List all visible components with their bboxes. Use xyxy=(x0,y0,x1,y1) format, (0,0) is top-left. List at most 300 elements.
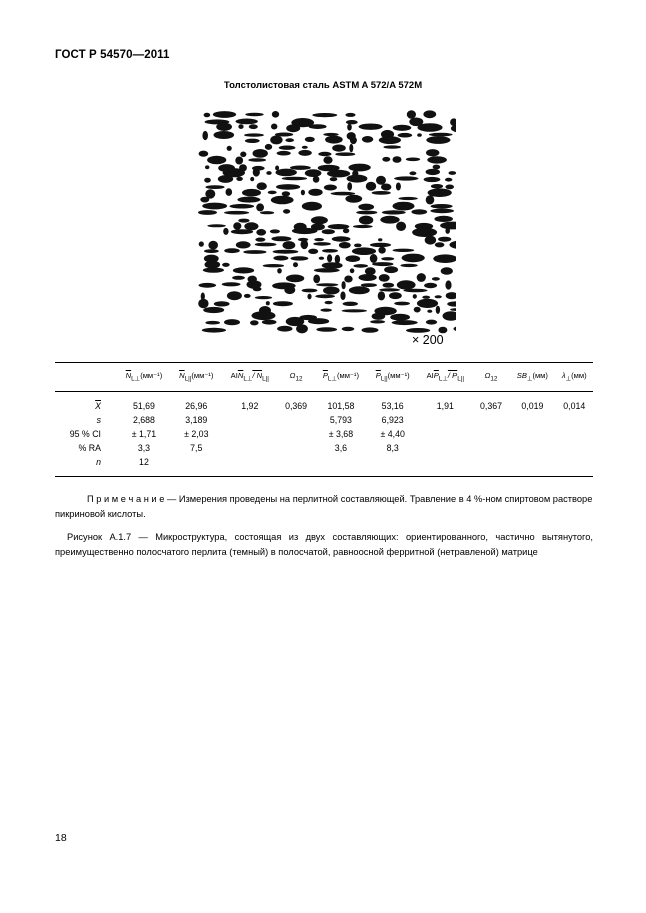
pearlite-band xyxy=(426,149,439,156)
pearlite-band xyxy=(372,262,393,266)
pearlite-band xyxy=(426,195,435,204)
pearlite-band xyxy=(255,296,272,299)
pearlite-band xyxy=(283,241,296,249)
table-cell: 7,5 xyxy=(190,442,203,453)
pearlite-band xyxy=(379,136,401,144)
table-cell xyxy=(473,413,509,427)
pearlite-band xyxy=(325,301,333,304)
pearlite-band xyxy=(378,247,385,254)
pearlite-band xyxy=(236,241,251,248)
pearlite-band xyxy=(324,185,337,191)
pearlite-band xyxy=(301,190,305,196)
pearlite-band xyxy=(290,166,311,170)
pearlite-band xyxy=(361,283,377,287)
pearlite-band xyxy=(222,263,230,267)
pearlite-band xyxy=(279,146,296,150)
pearlite-band xyxy=(273,301,293,306)
pearlite-band xyxy=(253,168,260,177)
table-cell xyxy=(222,441,278,455)
table-cell: ± 4,40 xyxy=(380,428,405,439)
header-subscript: ⊥ xyxy=(565,375,572,383)
header-unit: (мм⁻¹) xyxy=(140,371,163,380)
pearlite-band xyxy=(394,302,410,306)
header-subscript: 12 xyxy=(295,375,303,383)
pearlite-band xyxy=(409,171,416,175)
pearlite-band xyxy=(231,229,253,234)
pearlite-band xyxy=(323,156,332,164)
pearlite-band xyxy=(202,203,227,210)
table-cell: ± 3,68 xyxy=(328,428,354,439)
header-prefix: AI xyxy=(230,371,238,380)
pearlite-band xyxy=(349,144,353,152)
note xyxy=(55,492,593,522)
pearlite-band xyxy=(390,314,410,321)
pearlite-band xyxy=(347,124,352,131)
pearlite-band xyxy=(407,110,416,119)
pearlite-band xyxy=(271,236,291,241)
pearlite-band xyxy=(349,286,370,294)
pearlite-band xyxy=(417,133,422,136)
pearlite-band xyxy=(270,135,282,144)
micrograph-image xyxy=(198,110,456,334)
pearlite-band xyxy=(348,164,370,172)
header-subscript: ⊥ xyxy=(526,375,533,383)
header-symbol: $\overline{N}$ xyxy=(179,371,185,380)
pearlite-band xyxy=(381,184,391,191)
pearlite-band xyxy=(398,197,417,200)
table-cell xyxy=(509,441,555,455)
pearlite-band xyxy=(276,184,300,190)
pearlite-band xyxy=(347,182,352,190)
pearlite-band xyxy=(431,204,453,209)
pearlite-band xyxy=(335,152,355,156)
pearlite-band xyxy=(344,276,352,283)
pearlite-band xyxy=(236,177,243,181)
header-unit-subscript: L|| xyxy=(457,375,465,383)
pearlite-band xyxy=(236,119,258,125)
table-cell xyxy=(509,413,555,427)
table-cell xyxy=(556,455,593,477)
pearlite-band xyxy=(277,151,291,156)
pearlite-band xyxy=(242,189,261,197)
pearlite-band xyxy=(305,137,315,142)
pearlite-band xyxy=(372,313,386,320)
pearlite-band xyxy=(382,157,390,162)
pearlite-band xyxy=(400,264,417,267)
pearlite-band xyxy=(207,156,226,165)
pearlite-band xyxy=(204,113,211,118)
pearlite-band xyxy=(383,145,401,148)
pearlite-band xyxy=(427,310,432,313)
pearlite-band xyxy=(426,320,437,325)
pearlite-band xyxy=(276,169,297,177)
pearlite-band xyxy=(232,276,245,280)
pearlite-band xyxy=(257,182,267,190)
column-header xyxy=(278,363,314,392)
table-cell: 51,69 xyxy=(132,400,155,411)
pearlite-band xyxy=(205,185,224,189)
table-cell xyxy=(222,455,278,477)
pearlite-band xyxy=(227,291,242,300)
pearlite-band xyxy=(449,171,457,175)
header-symbol: $\overline{N}$ xyxy=(237,371,244,380)
table-row xyxy=(55,413,593,427)
pearlite-band xyxy=(298,150,311,156)
pearlite-band xyxy=(320,309,332,312)
pearlite-band xyxy=(313,176,320,183)
pearlite-band xyxy=(238,219,249,223)
pearlite-band xyxy=(431,184,443,189)
pearlite-band xyxy=(224,319,240,325)
pearlite-band xyxy=(314,238,324,241)
pearlite-band xyxy=(353,225,373,228)
pearlite-band xyxy=(245,113,263,116)
pearlite-band xyxy=(332,236,351,241)
pearlite-band xyxy=(435,295,442,298)
pearlite-band xyxy=(313,242,331,246)
table-cell: 3,3 xyxy=(137,442,151,453)
pearlite-band xyxy=(359,274,377,281)
pearlite-band xyxy=(255,238,265,242)
pearlite-band xyxy=(253,149,268,158)
pearlite-band xyxy=(441,267,453,275)
pearlite-band xyxy=(323,287,340,295)
pearlite-band xyxy=(319,257,324,260)
pearlite-band xyxy=(272,111,279,118)
header-unit: / N xyxy=(252,371,263,380)
pearlite-band xyxy=(273,250,299,254)
pearlite-band xyxy=(345,255,360,262)
pearlite-band xyxy=(417,273,426,282)
pearlite-band xyxy=(286,275,304,283)
pearlite-band xyxy=(346,120,358,124)
pearlite-band xyxy=(277,268,282,273)
pearlite-band xyxy=(413,294,417,299)
header-unit: / P xyxy=(447,371,458,380)
header-subscript: L|| xyxy=(380,375,388,383)
header-unit: (мм) xyxy=(571,371,587,380)
pearlite-band xyxy=(286,124,300,132)
pearlite-band xyxy=(202,328,226,333)
table-cell xyxy=(556,441,593,455)
pearlite-band xyxy=(205,321,220,325)
pearlite-band xyxy=(256,203,264,211)
pearlite-band xyxy=(198,210,217,215)
column-header xyxy=(556,363,593,392)
pearlite-band xyxy=(327,254,332,262)
pearlite-band xyxy=(271,124,277,130)
pearlite-band xyxy=(430,209,454,214)
pearlite-band xyxy=(362,327,379,332)
pearlite-band xyxy=(233,267,254,273)
pearlite-band xyxy=(322,262,343,269)
header-subscript: L|| xyxy=(184,375,192,383)
pearlite-band xyxy=(438,237,451,242)
pearlite-band xyxy=(222,282,241,286)
pearlite-band xyxy=(271,196,294,205)
table-cell: 5,793 xyxy=(329,414,352,425)
header-symbol: λ xyxy=(561,371,566,380)
pearlite-band xyxy=(402,254,425,263)
table-cell xyxy=(473,441,509,455)
header-symbol: $\overline{N}$ xyxy=(125,371,132,380)
pearlite-band xyxy=(370,320,385,323)
table-cell: 26,96 xyxy=(185,400,208,411)
pearlite-band xyxy=(204,249,219,253)
document-header: ГОСТ Р 54570—2011 xyxy=(55,49,170,61)
pearlite-band xyxy=(366,182,376,191)
table-row xyxy=(55,455,593,477)
pearlite-band xyxy=(318,152,331,156)
header-subscript: L⊥ xyxy=(327,375,337,383)
pearlite-band xyxy=(200,197,209,203)
pearlite-band xyxy=(230,204,255,209)
pearlite-band xyxy=(350,137,357,145)
pearlite-band xyxy=(414,307,421,313)
table-cell: 0,367 xyxy=(480,400,503,411)
pearlite-band xyxy=(331,192,356,196)
pearlite-band xyxy=(301,240,309,249)
pearlite-band xyxy=(322,229,335,234)
pearlite-band xyxy=(260,211,274,214)
pearlite-band xyxy=(429,133,453,137)
pearlite-band xyxy=(263,264,284,267)
pearlite-band xyxy=(208,241,218,250)
pearlite-band xyxy=(199,241,204,246)
pearlite-band xyxy=(397,280,416,289)
pearlite-band xyxy=(275,166,279,171)
pearlite-band xyxy=(330,177,338,181)
pearlite-band xyxy=(425,236,436,245)
pearlite-band xyxy=(214,301,230,306)
table-cell: 0,014 xyxy=(563,400,586,411)
pearlite-band xyxy=(394,176,418,180)
pearlite-band xyxy=(202,131,208,140)
pearlite-band xyxy=(411,209,427,214)
pearlite-band xyxy=(302,202,322,211)
pearlite-band xyxy=(340,291,345,300)
pearlite-band xyxy=(389,292,402,299)
pearlite-band xyxy=(359,216,373,225)
pearlite-band xyxy=(343,302,358,306)
pearlite-band xyxy=(412,228,437,237)
pearlite-band xyxy=(445,185,454,190)
pearlite-band xyxy=(445,178,452,182)
column-header xyxy=(368,363,418,392)
header-symbol: SB xyxy=(516,371,527,380)
pearlite-band xyxy=(403,289,427,292)
pearlite-band xyxy=(342,281,346,289)
table-cell xyxy=(278,441,314,455)
pearlite-band xyxy=(266,171,271,175)
pearlite-band xyxy=(398,133,413,138)
pearlite-band xyxy=(253,287,262,292)
pearlite-band xyxy=(244,294,251,298)
header-unit: (мм⁻¹) xyxy=(336,371,359,380)
row-label: 95 % CI xyxy=(69,428,101,439)
pearlite-band xyxy=(316,283,338,286)
pearlite-band xyxy=(235,157,243,165)
pearlite-band xyxy=(433,165,441,170)
pearlite-band xyxy=(307,294,311,300)
pearlite-band xyxy=(376,176,386,185)
pearlite-band xyxy=(199,283,217,288)
pearlite-band xyxy=(252,311,276,320)
table-cell xyxy=(473,427,509,441)
pearlite-band xyxy=(233,222,241,230)
pearlite-band xyxy=(445,228,450,234)
pearlite-band xyxy=(268,191,277,195)
pearlite-band xyxy=(384,266,398,273)
pearlite-band xyxy=(381,257,394,260)
pearlite-band xyxy=(250,177,254,181)
pearlite-band xyxy=(255,243,277,247)
table-cell: 2,688 xyxy=(132,414,155,425)
pearlite-band xyxy=(238,124,243,129)
column-header xyxy=(222,363,278,392)
row-label: n xyxy=(55,455,117,477)
pearlite-band xyxy=(359,124,383,130)
pearlite-band xyxy=(311,216,328,224)
pearlite-band xyxy=(432,277,440,281)
figure-title: Толстолистовая сталь ASTM A 572/A 572M xyxy=(223,80,423,91)
pearlite-band xyxy=(249,124,258,129)
table-cell xyxy=(278,413,314,427)
figure-caption xyxy=(55,530,593,560)
pearlite-band xyxy=(227,146,232,151)
table-row xyxy=(55,391,593,413)
row-label: % RA xyxy=(78,442,101,453)
pearlite-band xyxy=(199,151,209,157)
pearlite-band xyxy=(283,209,290,214)
pearlite-band xyxy=(315,294,335,298)
pearlite-band xyxy=(396,183,401,191)
pearlite-band xyxy=(422,296,430,299)
pearlite-band xyxy=(342,327,355,331)
table-cell xyxy=(314,455,367,477)
pearlite-band xyxy=(313,275,320,284)
table-cell xyxy=(509,455,555,477)
pearlite-band xyxy=(343,228,349,233)
pearlite-band xyxy=(323,133,338,136)
pearlite-band xyxy=(205,261,221,269)
pearlite-band xyxy=(393,156,402,163)
pearlite-band xyxy=(392,320,418,325)
pearlite-band xyxy=(266,301,270,305)
pearlite-band xyxy=(350,268,355,273)
pearlite-band xyxy=(378,291,385,300)
table-cell xyxy=(473,455,509,477)
pearlite-band xyxy=(356,211,377,215)
table-cell xyxy=(556,427,593,441)
pearlite-band xyxy=(426,169,440,175)
pearlite-band xyxy=(240,152,246,158)
pearlite-band xyxy=(226,188,233,196)
pearlite-band xyxy=(393,202,415,211)
pearlite-band xyxy=(314,268,340,272)
pearlite-band xyxy=(358,204,374,211)
page-number: 18 xyxy=(55,832,67,844)
pearlite-band xyxy=(365,267,376,275)
pearlite-band xyxy=(354,244,362,248)
pearlite-band xyxy=(277,326,292,332)
header-unit: (мм⁻¹) xyxy=(191,371,214,380)
header-symbol: $\overline{P}$ xyxy=(375,371,381,380)
row-label-header xyxy=(55,363,117,392)
header-unit: (мм⁻¹) xyxy=(387,371,410,380)
table-row xyxy=(55,441,593,455)
table-cell xyxy=(509,427,555,441)
pearlite-band xyxy=(302,146,308,149)
pearlite-band xyxy=(435,242,445,247)
table-cell: 6,923 xyxy=(381,414,404,425)
pearlite-band xyxy=(316,327,337,332)
pearlite-band xyxy=(250,320,259,325)
header-symbol: Ω xyxy=(289,371,296,380)
pearlite-band xyxy=(345,113,355,117)
pearlite-band xyxy=(382,210,406,214)
pearlite-band xyxy=(379,288,400,291)
pearlite-band xyxy=(424,283,437,288)
row-label: s xyxy=(96,414,101,425)
pearlite-band xyxy=(204,178,211,183)
header-symbol: Ω xyxy=(484,371,491,380)
pearlite-band xyxy=(383,283,395,288)
note-text: — Измерения проведены на перлитной составляющей. Травление в 4 %-ном спиртовом растворе пикриновой кислоты. xyxy=(55,494,593,519)
pearlite-band xyxy=(262,320,277,325)
pearlite-band xyxy=(309,124,327,129)
header-subscript: L⊥ xyxy=(438,375,448,383)
pearlite-band xyxy=(308,249,318,254)
header-symbol: $\overline{P}$ xyxy=(322,371,328,380)
pearlite-band xyxy=(218,175,233,183)
pearlite-band xyxy=(362,136,373,143)
pearlite-band xyxy=(224,248,240,253)
pearlite-band xyxy=(308,318,329,324)
column-header xyxy=(509,363,555,392)
pearlite-band xyxy=(290,256,308,260)
pearlite-band xyxy=(305,169,322,177)
pearlite-band xyxy=(244,222,258,230)
pearlite-band xyxy=(245,139,260,143)
pearlite-band xyxy=(237,197,260,203)
pearlite-band xyxy=(213,111,236,118)
header-subscript: L⊥ xyxy=(243,375,253,383)
header-symbol: $\overline{P}$ xyxy=(433,371,439,380)
header-subscript: L⊥ xyxy=(131,375,141,383)
table-cell xyxy=(278,455,314,477)
pearlite-band xyxy=(427,156,447,163)
pearlite-band xyxy=(203,268,224,273)
pearlite-band xyxy=(332,145,346,152)
table-cell: ± 1,71 xyxy=(131,428,157,439)
pearlite-band xyxy=(339,242,351,248)
pearlite-band xyxy=(372,191,391,195)
note-label: П р и м е ч а н и е xyxy=(87,494,165,504)
pearlite-band xyxy=(327,170,350,178)
pearlite-band xyxy=(379,274,390,282)
table-cell xyxy=(222,413,278,427)
column-header xyxy=(418,363,473,392)
pearlite-band xyxy=(270,229,280,233)
pearlite-band xyxy=(370,243,391,247)
header-prefix: AI xyxy=(426,371,434,380)
table-cell: 53,16 xyxy=(381,400,404,411)
column-header xyxy=(117,363,171,392)
table-cell xyxy=(418,455,473,477)
pearlite-band xyxy=(445,280,451,289)
pearlite-band xyxy=(380,216,399,224)
